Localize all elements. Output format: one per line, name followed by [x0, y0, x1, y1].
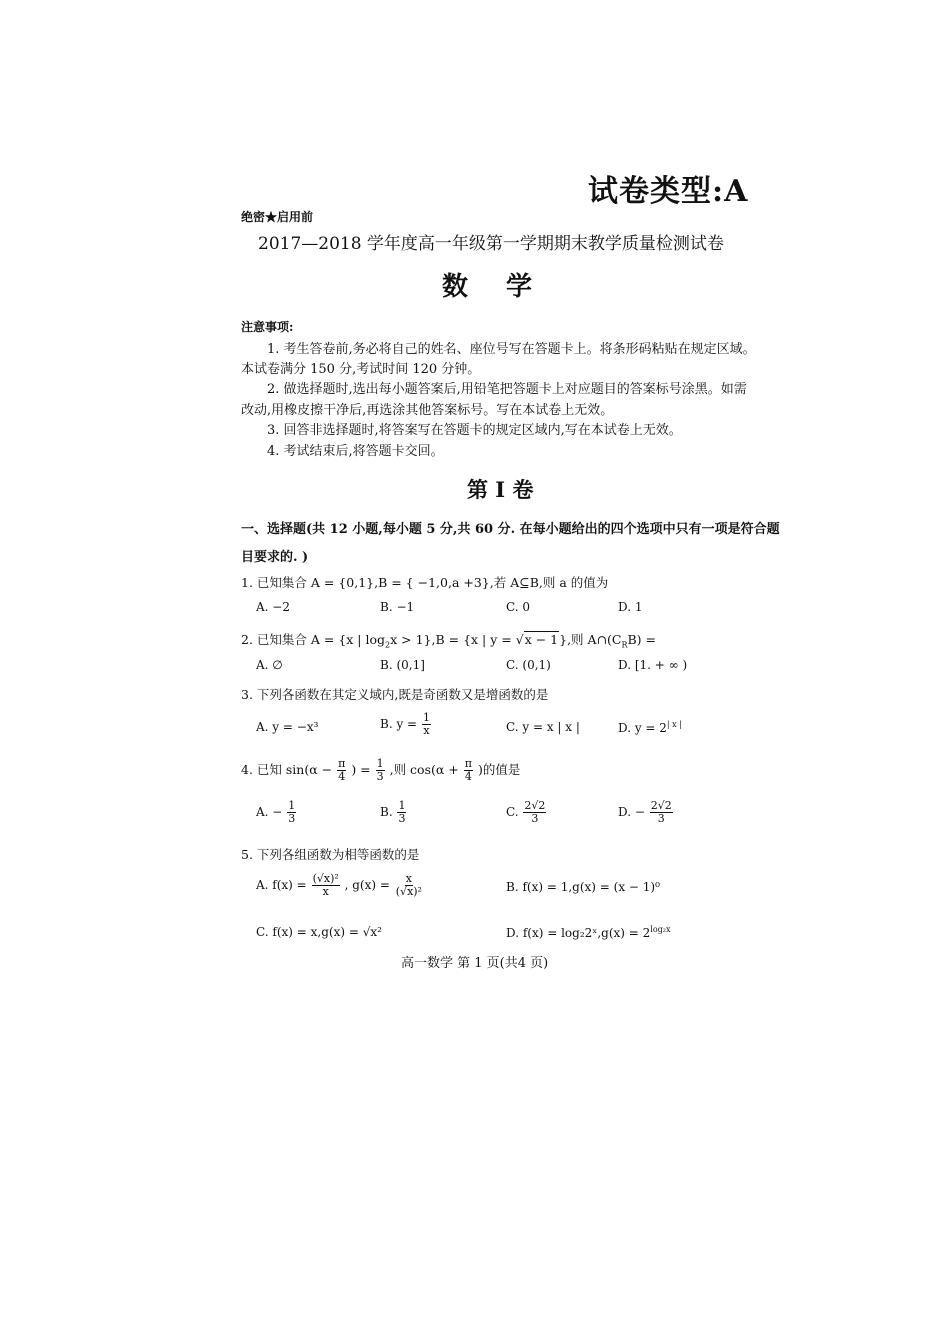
q5-option-b: B. f(x) = 1,g(x) = (x − 1)⁰: [506, 880, 660, 894]
question-1-stem: 1. 已知集合 A = {0,1},B = { −1,0,a +3},若 A⊆B,则 a 的值为: [241, 575, 609, 590]
subject-title: 数学: [442, 272, 571, 302]
q4-option-d: D. − $\frac{2√2}{3}$: [618, 799, 672, 826]
q4-option-b: B. $\frac{1}{3}$: [380, 799, 406, 826]
note-line: 1. 考生答卷前,务必将自己的姓名、座位号写在答题卡上。将条形码粘贴在规定区域。: [267, 342, 756, 357]
notes-title: 注意事项:: [241, 320, 294, 334]
q5-option-c: C. f(x) = x,g(x) = √x²: [256, 925, 382, 939]
q3-option-c: C. y = x | x |: [506, 720, 580, 734]
note-line: 本试卷满分 150 分,考试时间 120 分钟。: [241, 362, 481, 377]
q2-option-c: C. (0,1): [506, 658, 551, 672]
q2-option-d: D. [1. + ∞ ): [618, 658, 688, 672]
section-heading-cont: 目要求的. ): [241, 550, 309, 565]
note-line: 改动,用橡皮擦干净后,再选涂其他答案标号。写在本试卷上无效。: [241, 403, 614, 418]
q4-option-c: C. $\frac{2√2}{3}$: [506, 799, 546, 826]
paper-type-label: 试卷类型:A: [588, 174, 749, 209]
section-heading: 一、选择题(共 12 小题,每小题 5 分,共 60 分. 在每小题给出的四个选项中只有一项是符合题: [241, 522, 780, 537]
secret-mark: 绝密★启用前: [241, 210, 314, 224]
q1-option-d: D. 1: [618, 600, 643, 614]
question-2-stem: 2. 已知集合 A = {x | $\log_2x > 1\},B = \{x$ | y = √x − 1},则 $A\cap(C_RB)$ =: [241, 632, 657, 650]
note-line: 4. 考试结束后,将答题卡交回。: [267, 444, 444, 459]
q3-option-a: A. y = −x³: [256, 720, 319, 734]
question-3-stem: 3. 下列各函数在其定义域内,既是奇函数又是增函数的是: [241, 687, 549, 702]
q5-option-d: D. f(x) = log₂2ˣ,g(x) = $2^{log_2x}$: [506, 925, 671, 940]
part-title: 第 I 卷: [467, 477, 534, 502]
exam-title: 2017—2018 学年度高一年级第一学期期末教学质量检测试卷: [258, 234, 724, 254]
note-line: 3. 回答非选择题时,将答案写在答题卡的规定区域内,写在本试卷上无效。: [267, 423, 682, 438]
q3-option-d: D. $y = 2^{| x |}$: [618, 720, 682, 735]
q3-option-b: B. y = $\frac{1}{x}$: [380, 711, 430, 738]
q2-option-b: B. (0,1]: [380, 658, 425, 672]
q1-option-c: C. 0: [506, 600, 531, 614]
question-5-stem: 5. 下列各组函数为相等函数的是: [241, 847, 420, 862]
q2-option-a: A. ∅: [256, 658, 283, 672]
q1-option-a: A. −2: [256, 600, 290, 614]
q4-option-a: A. − $\frac{1}{3}$: [256, 799, 296, 826]
q5-option-a: A. f(x) = $\frac{\text{(√x)²}}{x}$ , g(x) = $\frac{x}{\text{(√x)²}}$: [256, 872, 422, 899]
question-4-stem: 4. 已知 sin(α − $\frac{\pi}{4}$ ) = $\frac{1}{3}$ ,则 cos(α + $\frac{\pi}{4}$ )的值是: [241, 757, 521, 784]
page-footer: 高一数学 第 1 页(共4 页): [401, 956, 549, 971]
q1-option-b: B. −1: [380, 600, 415, 614]
note-line: 2. 做选择题时,选出每小题答案后,用铅笔把答题卡上对应题目的答案标号涂黑。如需: [267, 382, 747, 397]
